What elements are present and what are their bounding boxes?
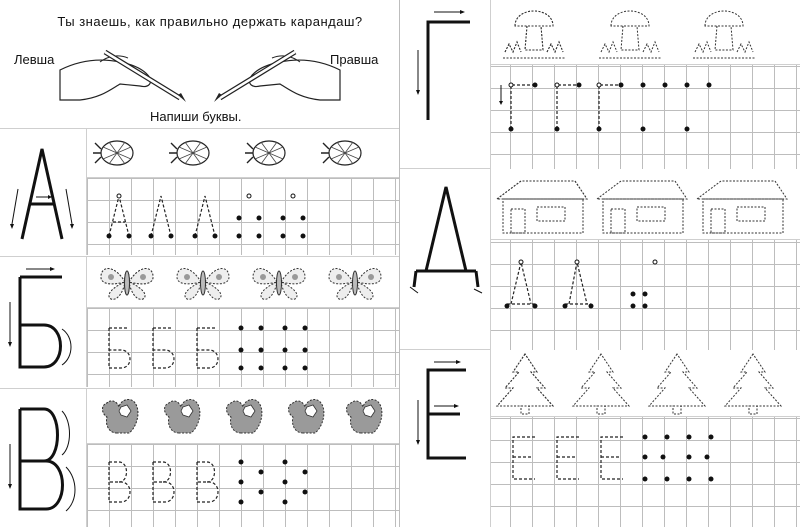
practice-grid-b[interactable] — [87, 308, 400, 387]
big-letter-d — [400, 169, 491, 350]
page-title: Ты знаешь, как правильно держать карандаш? — [57, 14, 363, 29]
left-page — [0, 0, 400, 527]
big-letter-v — [0, 389, 87, 527]
page-divider — [399, 0, 400, 527]
practice-grid-a[interactable] — [87, 178, 400, 255]
picture-strip-butterflies — [87, 257, 400, 308]
picture-strip-mushrooms — [491, 0, 800, 65]
left-hand-label: Левша — [14, 52, 55, 67]
big-letter-g — [400, 0, 491, 169]
picture-strip-houses — [491, 169, 800, 240]
big-letter-b — [0, 257, 87, 387]
picture-strip-pineapples — [87, 129, 400, 178]
practice-grid-d[interactable] — [491, 240, 800, 349]
big-letter-e — [400, 350, 491, 527]
big-letter-a — [0, 129, 87, 255]
practice-grid-v[interactable] — [87, 444, 400, 527]
hands-with-pencils-icon — [60, 40, 340, 110]
practice-grid-e[interactable] — [491, 417, 800, 527]
right-hand-label: Правша — [330, 52, 379, 67]
practice-grid-g[interactable] — [491, 65, 800, 168]
picture-strip-mittens — [87, 389, 400, 444]
instruction-text: Напиши буквы. — [150, 109, 242, 124]
picture-strip-fir-trees — [491, 350, 800, 417]
right-page — [400, 0, 800, 527]
